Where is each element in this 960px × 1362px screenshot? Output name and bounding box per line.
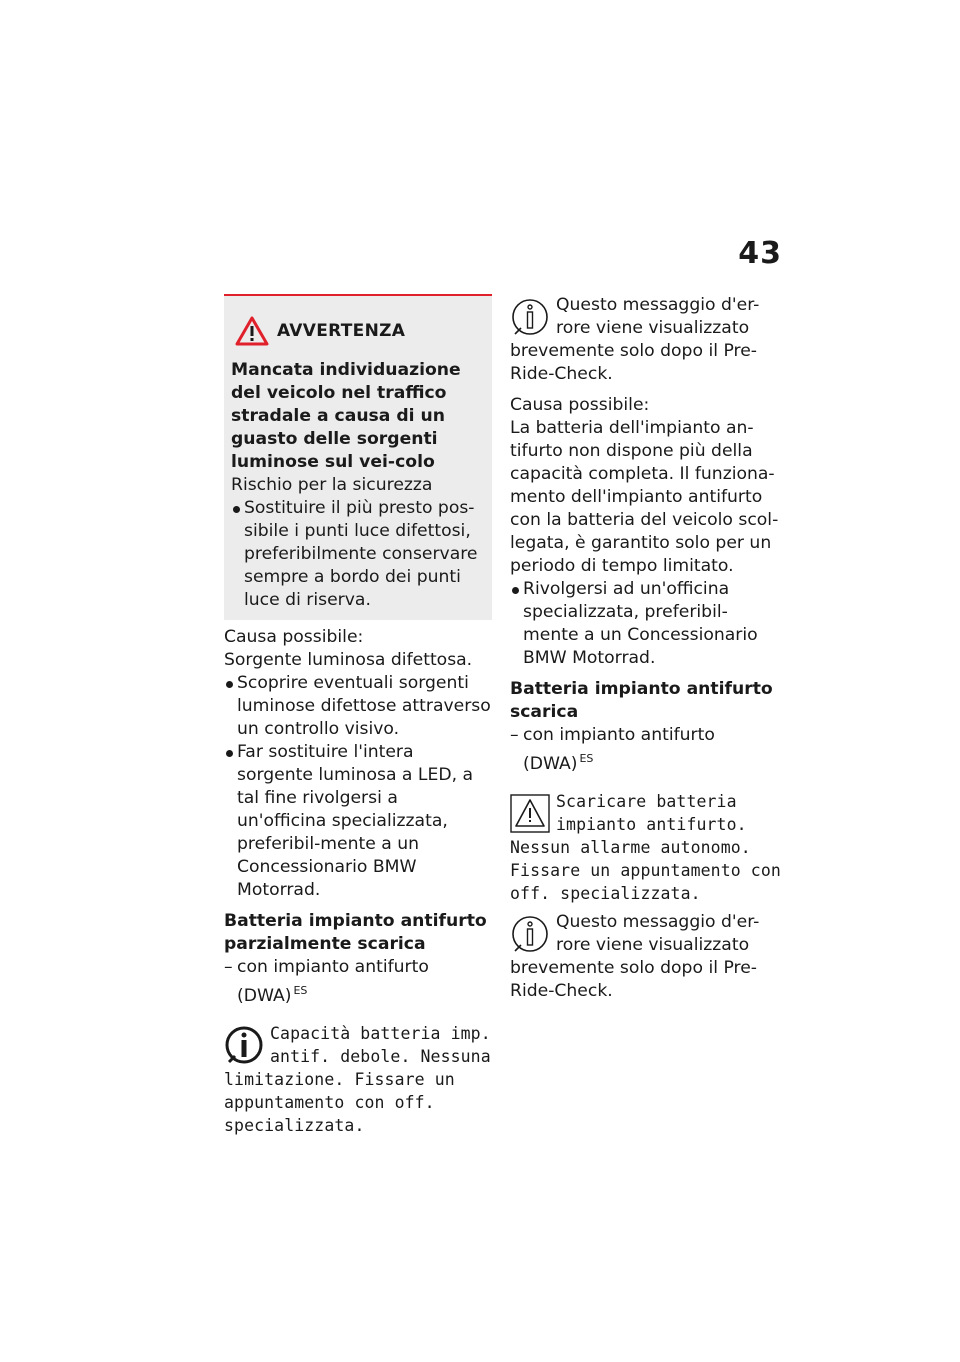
condition-text: con impianto antifurto (DWA) [237, 957, 429, 1006]
action-bullet-list [510, 578, 782, 670]
list-item: Rivolgersi ad un'officina specializzata, preferibil-mente a un Concessionario BMW Motorrad. [510, 578, 782, 670]
info-note-text: Questo messaggio d'er-rore viene visualizzato brevemente solo dopo il Pre-Ride-Check. [510, 295, 760, 384]
warning-box [224, 294, 492, 620]
info-icon-bold [224, 1024, 264, 1066]
warning-bullet: Sostituire il più presto pos-sibile i punti luce difettosi, preferibilmente conservare sempre a bordo dei punti luce di riserva. [231, 497, 484, 612]
display-message-text: Scaricare batteria impianto antifurto. Nessun allarme autonomo. Fissare un appuntamento con off. specializzata. [510, 792, 781, 903]
condition-item [510, 724, 782, 776]
warning-title: AVVERTENZA [277, 320, 406, 341]
cause-label: Causa possibile: [510, 395, 650, 415]
cause-text: La batteria dell'impianto an-tifurto non dispone più della capacità completa. Il funziona-mento dell'impianto antifurto con la batteria del veicolo scol-legata, è garantito solo per un periodo di tempo limitato. [510, 418, 779, 576]
left-column [224, 294, 492, 1137]
warning-bullet-list [231, 497, 484, 612]
info-icon [510, 913, 550, 955]
list-item: Far sostituire l'intera sorgente luminosa a LED, a tal fine rivolgersi a un'officina specializzata, preferibil-mente a un Concessionario BMW Motorrad. [224, 741, 492, 902]
cause-label: Causa possibile: [224, 627, 364, 647]
warning-header [235, 316, 484, 346]
condition-text: con impianto antifurto (DWA) [523, 725, 715, 774]
info-icon [510, 296, 550, 338]
warning-subtitle: Mancata individuazione del veicolo nel traffico stradale a causa di un guasto delle sorgenti luminose sul vei-colo [231, 360, 461, 472]
info-note-text: Questo messaggio d'er-rore viene visualizzato brevemente solo dopo il Pre-Ride-Check. [510, 912, 760, 1001]
display-message [224, 1022, 492, 1137]
section-title: Batteria impianto antifurto scarica [510, 679, 773, 722]
dash-marker: – [224, 957, 233, 977]
info-note [510, 294, 782, 386]
cause-text: Sorgente luminosa difettosa. [224, 650, 473, 670]
list-item: Scoprire eventuali sorgenti luminose difettose attraverso un controllo visivo. [224, 672, 492, 741]
display-message [510, 790, 782, 905]
display-message-text: Capacità batteria imp. antif. debole. Nessuna limitazione. Fissare un appuntamento con off. specializzata. [224, 1024, 491, 1135]
es-tag: ES [579, 752, 594, 765]
section-title: Batteria impianto antifurto parzialmente scarica [224, 911, 487, 954]
warning-risk: Rischio per la sicurezza [231, 475, 433, 495]
es-tag: ES [293, 984, 308, 997]
action-bullet-list [224, 672, 492, 902]
info-note [510, 911, 782, 1003]
dash-marker: – [510, 725, 519, 745]
condition-item [224, 956, 492, 1008]
right-column [510, 294, 782, 1003]
caution-triangle-icon [510, 792, 550, 834]
warning-triangle-icon [235, 316, 269, 346]
page-number: 43 [738, 236, 782, 271]
